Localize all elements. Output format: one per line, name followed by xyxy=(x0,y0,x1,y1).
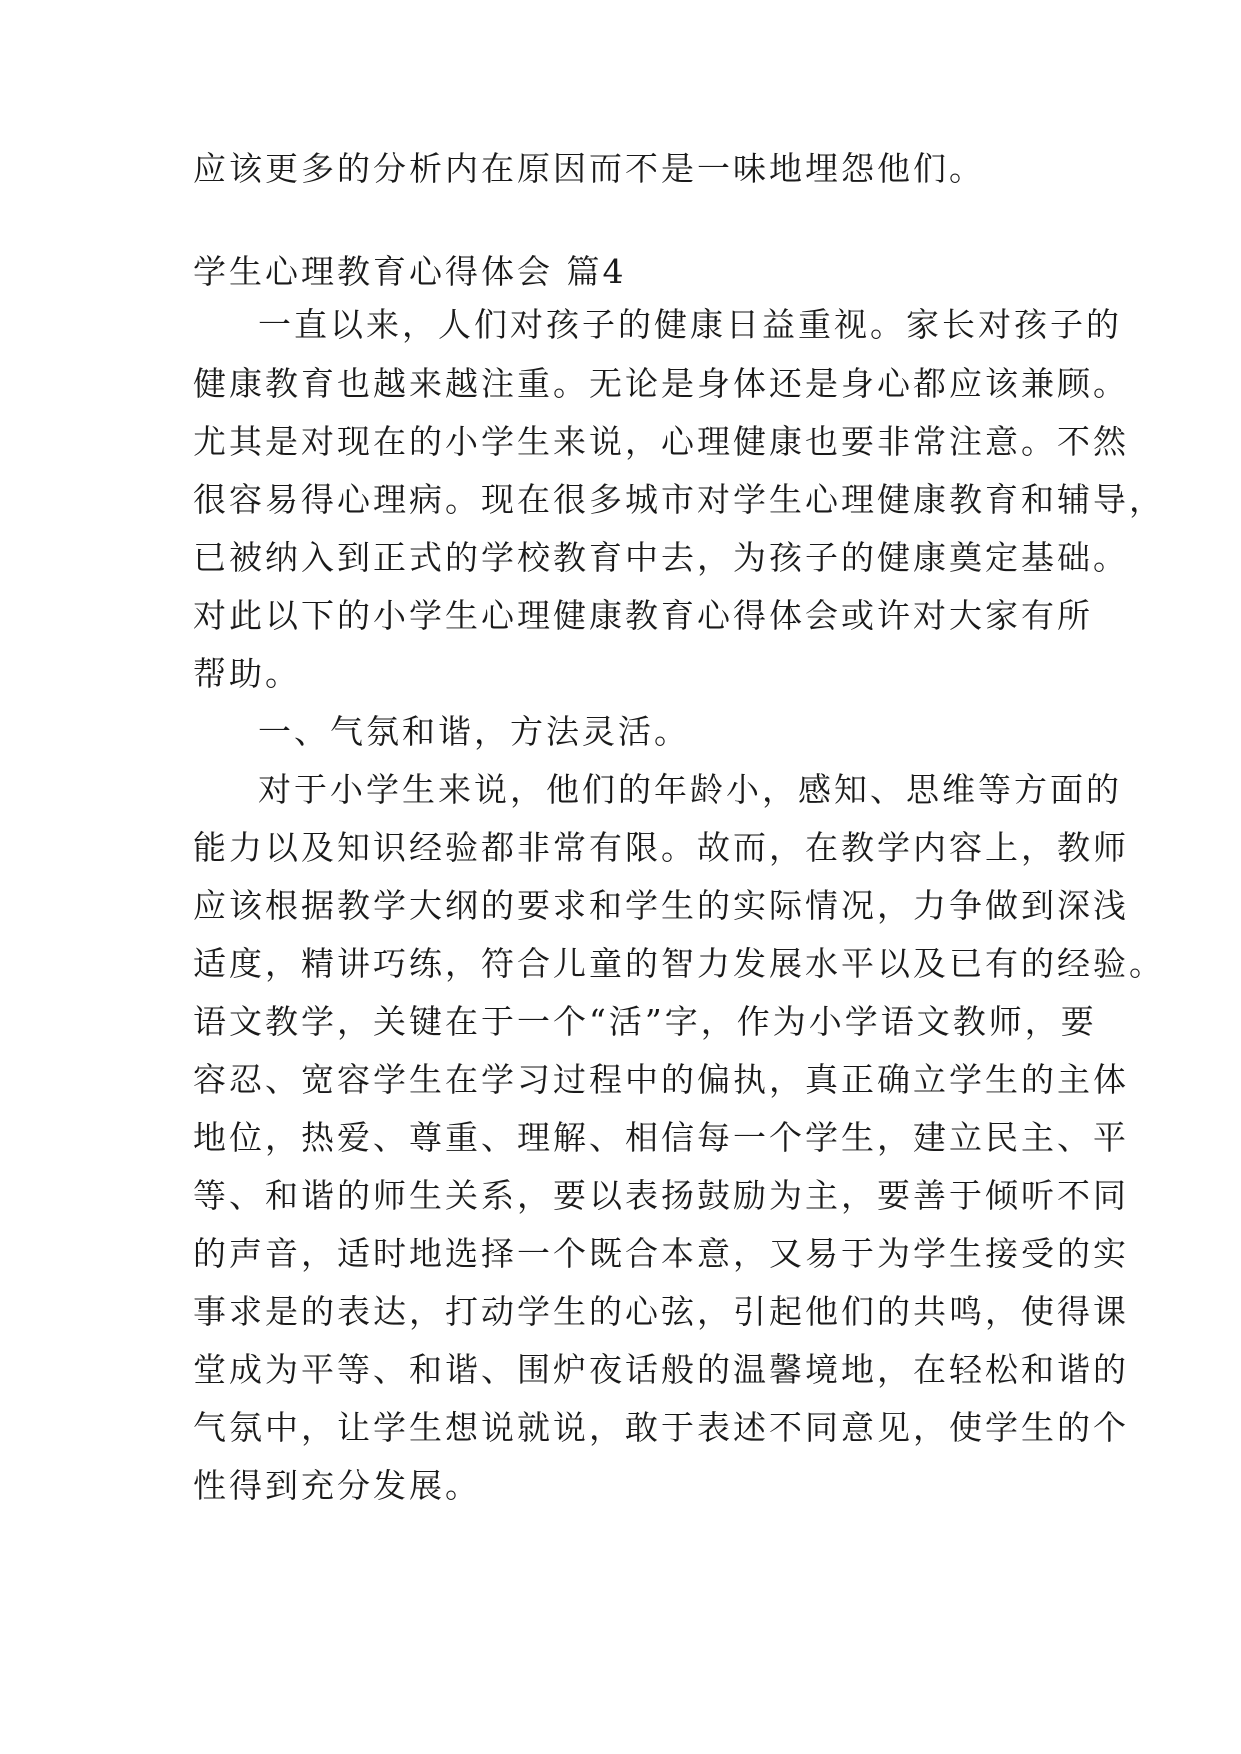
paragraph-line: 尤其是对现在的小学生来说，心理健康也要非常注意。不然 xyxy=(193,422,1129,461)
paragraph-line: 能力以及知识经验都非常有限。故而，在教学内容上，教师 xyxy=(193,828,1129,867)
paragraph-line: 适度，精讲巧练，符合儿童的智力发展水平以及已有的经验。 xyxy=(193,944,1165,983)
paragraph-line: 地位，热爱、尊重、理解、相信每一个学生，建立民主、平 xyxy=(193,1118,1129,1157)
paragraph-line: 事求是的表达，打动学生的心弦，引起他们的共鸣，使得课 xyxy=(193,1292,1129,1331)
paragraph-line: 的声音，适时地选择一个既合本意，又易于为学生接受的实 xyxy=(193,1234,1129,1273)
paragraph-line: 很容易得心理病。现在很多城市对学生心理健康教育和辅导， xyxy=(193,480,1165,519)
paragraph-line: 等、和谐的师生关系，要以表扬鼓励为主，要善于倾听不同 xyxy=(193,1176,1129,1215)
paragraph-line: 一直以来，人们对孩子的健康日益重视。家长对孩子的 xyxy=(258,305,1122,344)
paragraph-line: 应该更多的分析内在原因而不是一味地埋怨他们。 xyxy=(193,149,985,188)
paragraph-line: 性得到充分发展。 xyxy=(193,1466,481,1505)
subheading: 一、气氛和谐，方法灵活。 xyxy=(258,712,690,751)
paragraph-line: 语文教学，关键在于一个“活”字，作为小学语文教师，要 xyxy=(193,1002,1097,1041)
paragraph-line: 健康教育也越来越注重。无论是身体还是身心都应该兼顾。 xyxy=(193,364,1129,403)
paragraph-line: 对此以下的小学生心理健康教育心得体会或许对大家有所 xyxy=(193,596,1093,635)
paragraph-line: 对于小学生来说，他们的年龄小，感知、思维等方面的 xyxy=(258,770,1122,809)
paragraph-line: 容忍、宽容学生在学习过程中的偏执，真正确立学生的主体 xyxy=(193,1060,1129,1099)
paragraph-line: 应该根据教学大纲的要求和学生的实际情况，力争做到深浅 xyxy=(193,886,1129,925)
section-heading: 学生心理教育心得体会 篇4 xyxy=(193,252,627,291)
paragraph-line: 气氛中，让学生想说就说，敢于表述不同意见，使学生的个 xyxy=(193,1408,1129,1447)
paragraph-line: 堂成为平等、和谐、围炉夜话般的温馨境地，在轻松和谐的 xyxy=(193,1350,1129,1389)
paragraph-line: 已被纳入到正式的学校教育中去，为孩子的健康奠定基础。 xyxy=(193,538,1129,577)
paragraph-line: 帮助。 xyxy=(193,654,301,693)
